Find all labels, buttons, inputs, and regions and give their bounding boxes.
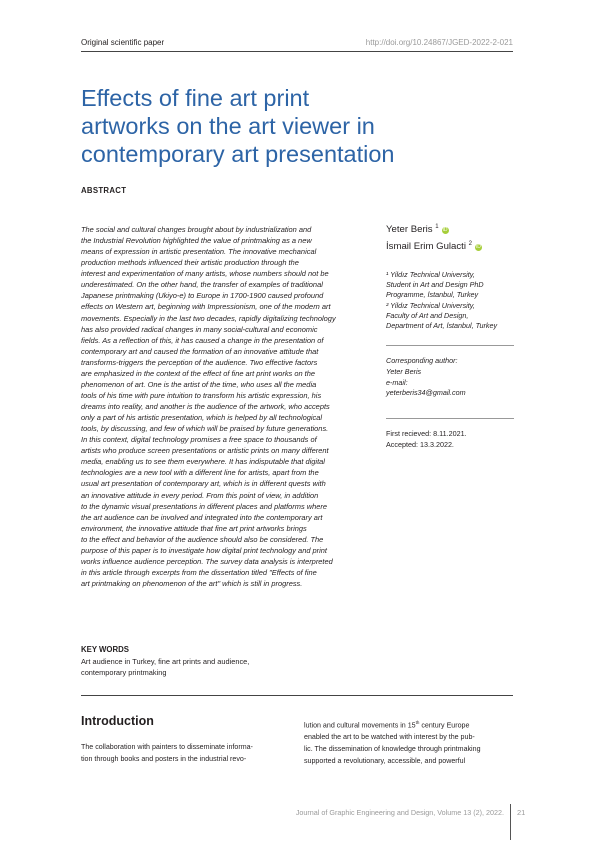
affiliation-line: ² Yildız Technical University, bbox=[386, 300, 475, 310]
header-divider bbox=[81, 51, 513, 52]
abstract-line: means of expression in artistic presentation. The innovative mechanical bbox=[81, 247, 317, 257]
body-line: enabled the art to be watched with interest by the pub- bbox=[304, 733, 475, 742]
affiliation-line: Student in Art and Design PhD bbox=[386, 280, 484, 290]
introduction-column-2 bbox=[304, 717, 514, 767]
keywords-line: contemporary printmaking bbox=[81, 668, 167, 677]
abstract-line: tools of his time with pure intuition to transform his artistic expression, his bbox=[81, 390, 322, 400]
orcid-icon[interactable]: iD bbox=[442, 227, 448, 234]
abstract-line: effects on Western art, beginning with Impressionism, one of the modern art bbox=[81, 302, 331, 312]
accepted-date: Accepted: 13.3.2022. bbox=[386, 440, 454, 449]
author-list bbox=[386, 220, 526, 254]
submission-dates bbox=[386, 428, 526, 450]
author-name: Yeter Beris bbox=[386, 224, 433, 236]
affiliation-line: Faculty of Art and Design, bbox=[386, 310, 469, 320]
corresponding-label: Corresponding author: bbox=[386, 356, 458, 365]
abstract-line: the art audience can be involved and integrated into the contemporary art bbox=[81, 512, 323, 522]
sidebar-divider bbox=[386, 345, 514, 346]
author-affiliation-mark: 2 bbox=[468, 241, 472, 248]
body-text: century Europe bbox=[419, 721, 470, 730]
abstract-line: has also provided radical changes in many social-cultural and economic bbox=[81, 324, 318, 334]
page-number: 21 bbox=[517, 808, 526, 817]
abstract-line: works influence audience perception. The survey data analysis is interpreted bbox=[81, 556, 333, 566]
abstract-line: environment, the innovative attitude that fine art print artworks brings bbox=[81, 523, 307, 533]
body-line bbox=[304, 717, 514, 731]
abstract-line: are emphasized in the context of the effect of fine art print works on the bbox=[81, 368, 315, 378]
corresponding-author bbox=[386, 356, 526, 399]
doi-link[interactable]: http://doi.org/10.24867/JGED-2022-2-021 bbox=[365, 38, 513, 47]
abstract-body bbox=[81, 224, 367, 589]
abstract-line: underestimated. On the other hand, the transfer of examples of traditional bbox=[81, 280, 323, 290]
abstract-line: interest and experimentation of many artists, whose numbers should not be bbox=[81, 269, 329, 279]
body-line: supported a revolutionary, accessible, and powerful bbox=[304, 757, 466, 766]
abstract-line: fields. As a reflection of this, it has caused a change in the presentation of bbox=[81, 335, 324, 345]
author-1 bbox=[386, 220, 526, 237]
body-line: The collaboration with painters to disseminate informa- bbox=[81, 743, 253, 751]
email-label: e-mail: bbox=[386, 377, 408, 387]
abstract-line: purpose of this paper is to investigate how digital print technology and print bbox=[81, 545, 328, 555]
abstract-line: contemporary art and caused the formation of an innovative attitude that bbox=[81, 346, 319, 356]
abstract-line: only a part of his artistic presentation, which is helped by all technological bbox=[81, 413, 323, 423]
author-2 bbox=[386, 237, 526, 254]
abstract-line: tools, by discussing, and few of which will be praised by future generations. bbox=[81, 424, 329, 434]
abstract-line: movements. Especially in the last two decades, rapidly digitalizing technology bbox=[81, 313, 336, 323]
abstract-line: to the effect and behavior of the audience should also be considered. The bbox=[81, 534, 324, 544]
abstract-heading: ABSTRACT bbox=[81, 186, 127, 195]
received-date: First recieved: 8.11.2021. bbox=[386, 429, 467, 438]
abstract-line: media, enabling us to see them everywhere. It has indisputable that digital bbox=[81, 457, 325, 467]
abstract-line: an innovative attitude in every period. From this point of view, in addition bbox=[81, 490, 319, 500]
title-line: contemporary art presentation bbox=[81, 141, 395, 167]
keywords-line: Art audience in Turkey, fine art prints and audience, bbox=[81, 657, 250, 666]
abstract-line: production methods influenced their artistic production through the bbox=[81, 258, 299, 268]
title-line: artworks on the art viewer in bbox=[81, 113, 375, 139]
abstract-line: to the dynamic visual presentations in different places and platforms where bbox=[81, 501, 327, 511]
abstract-line: dreams into reality, and another is the audience of the artwork, who accepts bbox=[81, 402, 330, 411]
article-title bbox=[81, 84, 481, 168]
abstract-line: The social and cultural changes brought about by industrialization and bbox=[81, 225, 312, 234]
keywords-body bbox=[81, 656, 281, 678]
affiliation-line: Programme, İstanbul, Turkey bbox=[386, 290, 479, 300]
keywords-heading: KEY WORDS bbox=[81, 645, 129, 654]
abstract-line: artists who produce screen presentations or artistic prints on many different bbox=[81, 446, 329, 456]
author-name: İsmail Erim Gulacti bbox=[386, 241, 466, 253]
introduction-column-1 bbox=[81, 741, 288, 765]
orcid-icon[interactable]: iD bbox=[476, 244, 481, 251]
abstract-line: technologies are a new tool with a different line for artists, apart from the bbox=[81, 468, 319, 478]
email-link[interactable]: yeterberis34@gmail.com bbox=[386, 388, 466, 398]
abstract-line: Japanese printmaking (Ukiyo-e) to Europe in 1700-1900 caused profound bbox=[81, 291, 324, 301]
affiliation-line: ¹ Yildız Technical University, bbox=[386, 270, 475, 279]
ordinal-superscript: th bbox=[415, 720, 420, 725]
affiliations bbox=[386, 270, 526, 331]
abstract-line: in this article through excerpts from the dissertation titled "Effects of fine bbox=[81, 567, 317, 577]
section-divider bbox=[81, 695, 513, 696]
author-affiliation-mark: 1 bbox=[435, 224, 439, 230]
abstract-line: transforms-triggers the perception of the audience. Two effective factors bbox=[81, 357, 318, 367]
abstract-line: usual art presentation of contemporary art, which is in different quests with bbox=[81, 479, 326, 489]
journal-citation: Journal of Graphic Engineering and Design, Volume 13 (2), 2022. bbox=[295, 808, 504, 817]
abstract-line: phenomenon of art. One is the artist of the time, who uses all the media bbox=[81, 379, 317, 389]
sidebar-divider bbox=[386, 418, 514, 419]
footer-divider bbox=[510, 804, 511, 840]
abstract-line: In this context, digital technology promises a free space to thousands of bbox=[81, 435, 317, 445]
body-line: lic. The dissemination of knowledge through printmaking bbox=[304, 745, 481, 754]
affiliation-line: Department of Art, İstanbul, Turkey bbox=[386, 321, 498, 331]
introduction-heading: Introduction bbox=[81, 714, 154, 728]
corresponding-name: Yeter Beris bbox=[386, 366, 422, 376]
body-line: tion through books and posters in the industrial revo- bbox=[81, 755, 247, 763]
abstract-line: art printmaking on phenomenon of the art" which is still in progress. bbox=[81, 579, 303, 588]
paper-type-label: Original scientific paper bbox=[81, 38, 165, 47]
title-line: Effects of fine art print bbox=[81, 85, 310, 111]
abstract-line: the Industrial Revolution highlighted the value of printmaking as a new bbox=[81, 236, 312, 246]
body-text: lution and cultural movements in 15 bbox=[304, 721, 416, 730]
